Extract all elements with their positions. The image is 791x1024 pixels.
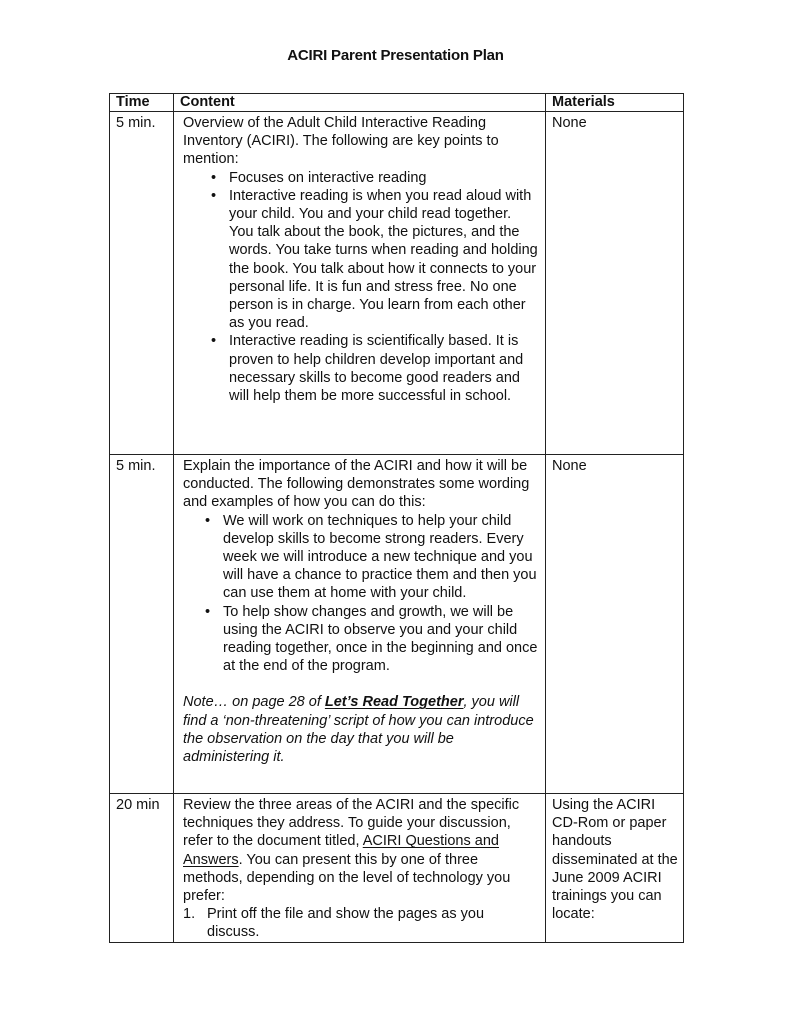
- bullet-icon: •: [211, 187, 217, 204]
- content-intro: Overview of the Adult Child Interactive Reading Inventory (ACIRI). The following are key points to mention:: [183, 115, 499, 168]
- content-cell: [174, 112, 546, 455]
- list-item: • Interactive reading is when you read aloud with your child. You and your child read together. You talk about the book, the pictures, and the words. You take turns when reading and holding the book. You talk about how it connects to your personal life. It is fun and stress free. No one person is in charge. You learn from each other as you read.: [211, 187, 538, 332]
- content-cell: [174, 455, 546, 794]
- document-title-link: ACIRI Questions and Answers: [183, 833, 499, 868]
- table-header-row: [110, 94, 684, 112]
- book-title-link: Let’s Read Together: [324, 694, 464, 711]
- list-item: • We will work on techniques to help your child develop skills to become strong readers. Every week we will introduce a new technique and you will have a chance to practice them and then you can use them at home with your child.: [205, 512, 537, 602]
- time-cell: 5 min.: [110, 112, 174, 455]
- bullet-list: [183, 512, 539, 676]
- list-item: • Interactive reading is scientifically based. It is proven to help children develop important and necessary skills to become good readers and will help them be more successful in school.: [211, 333, 524, 405]
- numbered-list: [183, 905, 539, 941]
- content-intro: Review the three areas of the ACIRI and the specific techniques they address. To guide your discussion, refer to the document titled, ACIRI Questions and Answers. You can present this by one of three methods, depending on the level of technology you prefer:: [183, 797, 520, 905]
- header-content: Content: [174, 94, 546, 112]
- bullet-list: [183, 169, 539, 406]
- bullet-icon: •: [205, 603, 211, 620]
- materials-cell: None: [546, 455, 684, 794]
- table-row: [110, 455, 684, 794]
- materials-cell: Using the ACIRI CD-Rom or paper handouts disseminated at the June 2009 ACIRI trainings you can locate:: [546, 794, 684, 943]
- header-time: Time: [110, 94, 174, 112]
- time-cell: 20 min: [110, 794, 174, 943]
- header-materials: Materials: [546, 94, 684, 112]
- bullet-icon: •: [211, 169, 217, 186]
- list-item: • Focuses on interactive reading: [211, 169, 427, 186]
- bullet-icon: •: [205, 512, 211, 529]
- time-cell: 5 min.: [110, 455, 174, 794]
- note-paragraph: Note… on page 28 of Let’s Read Together, you will find a ‘non-threatening’ script of how you can introduce the observation on the day that you will be administering it.: [183, 694, 534, 766]
- list-item: • To help show changes and growth, we will be using the ACIRI to observe you and your child reading together, once in the beginning and once at the end of the program.: [205, 603, 538, 675]
- bullet-icon: •: [211, 333, 217, 350]
- document-title: ACIRI Parent Presentation Plan: [287, 47, 504, 64]
- content-cell: [174, 794, 546, 943]
- table-row: [110, 112, 684, 455]
- table-row: [110, 794, 684, 943]
- content-intro: Explain the importance of the ACIRI and how it will be conducted. The following demonstrates some wording and examples of how you can do this:: [183, 458, 530, 511]
- list-item: 1. Print off the file and show the pages as you discuss.: [183, 906, 485, 941]
- materials-cell: None: [546, 112, 684, 455]
- presentation-plan-table: [109, 93, 684, 943]
